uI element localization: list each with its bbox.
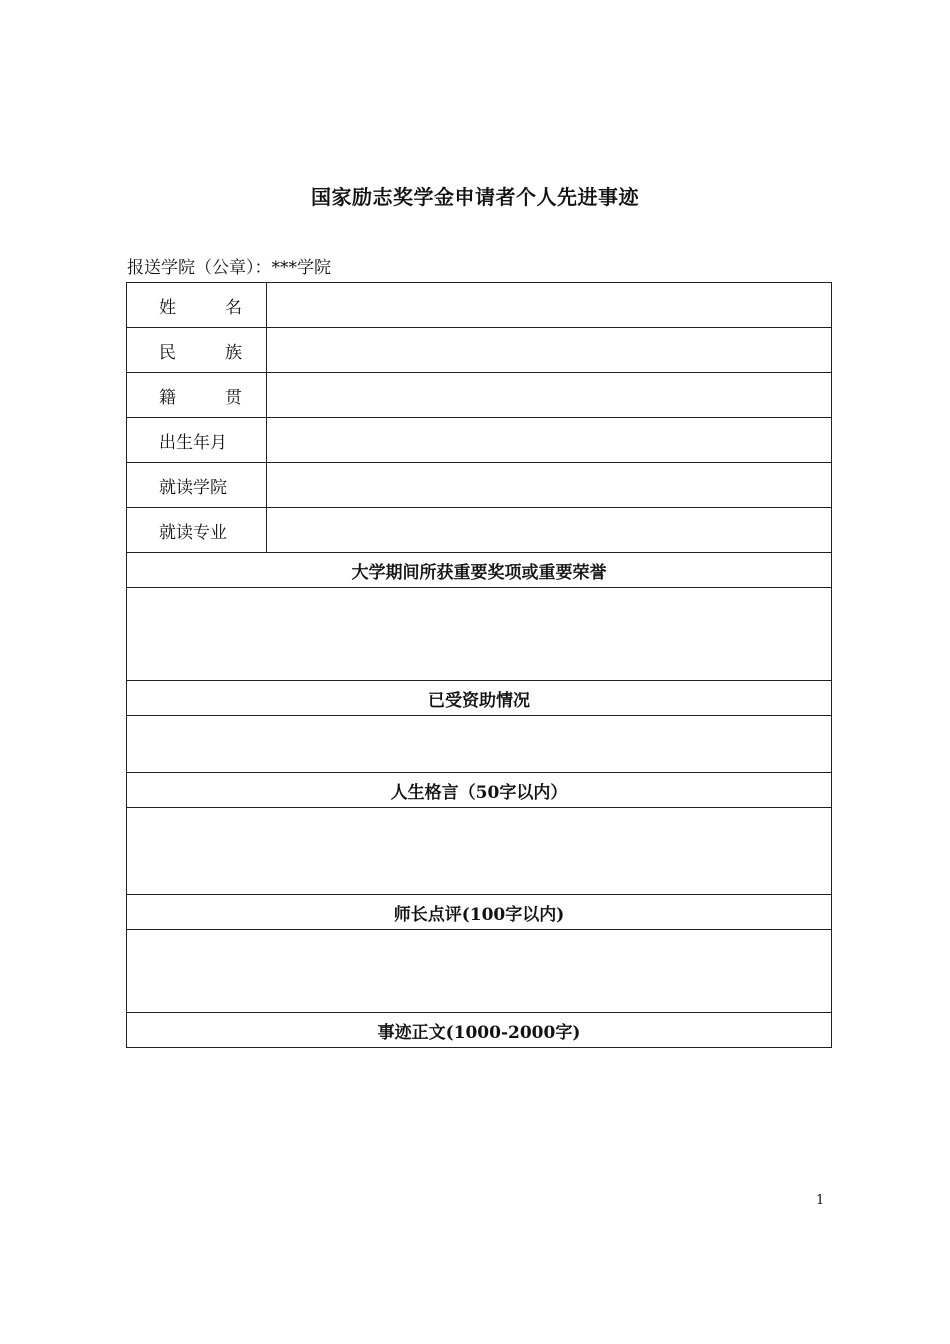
story-section-header: 事迹正文(1000-2000字) bbox=[127, 1013, 832, 1048]
motto-section-header: 人生格言（50字以内） bbox=[127, 773, 832, 808]
table-row-funding-header bbox=[127, 681, 832, 716]
native-place-field[interactable] bbox=[267, 373, 832, 418]
table-row-teacher-header bbox=[127, 895, 832, 930]
page-number: 1 bbox=[816, 1193, 825, 1208]
table-row-birth bbox=[127, 418, 832, 463]
awards-section-header: 大学期间所获重要奖项或重要荣誉 bbox=[127, 553, 832, 588]
native-place-label-char-2: 贯 bbox=[225, 387, 242, 408]
major-label: 就读专业 bbox=[127, 508, 267, 553]
table-row-awards-header bbox=[127, 553, 832, 588]
motto-field[interactable] bbox=[127, 808, 832, 895]
application-form-table bbox=[126, 282, 832, 1048]
table-row-funding-content bbox=[127, 716, 832, 773]
table-row-native-place bbox=[127, 373, 832, 418]
major-field[interactable] bbox=[267, 508, 832, 553]
native-place-label bbox=[127, 373, 267, 418]
submitter-line: 报送学院（公章）：***学院 bbox=[127, 258, 331, 278]
college-field[interactable] bbox=[267, 463, 832, 508]
table-row-ethnicity bbox=[127, 328, 832, 373]
table-row-motto-header bbox=[127, 773, 832, 808]
name-label-char-2: 名 bbox=[225, 297, 242, 318]
teacher-comment-field[interactable] bbox=[127, 930, 832, 1013]
ethnicity-label bbox=[127, 328, 267, 373]
ethnicity-label-char-1: 民 bbox=[159, 342, 176, 363]
table-row-name bbox=[127, 283, 832, 328]
table-row-teacher-content bbox=[127, 930, 832, 1013]
table-row-college bbox=[127, 463, 832, 508]
teacher-comment-section-header: 师长点评(100字以内) bbox=[127, 895, 832, 930]
table-row-major bbox=[127, 508, 832, 553]
funding-field[interactable] bbox=[127, 716, 832, 773]
table-row-motto-content bbox=[127, 808, 832, 895]
name-label-char-1: 姓 bbox=[159, 297, 176, 318]
birth-field[interactable] bbox=[267, 418, 832, 463]
college-label: 就读学院 bbox=[127, 463, 267, 508]
table-row-story-header bbox=[127, 1013, 832, 1048]
document-title: 国家励志奖学金申请者个人先进事迹 bbox=[311, 185, 639, 209]
birth-label: 出生年月 bbox=[127, 418, 267, 463]
funding-section-header: 已受资助情况 bbox=[127, 681, 832, 716]
table-row-awards-content bbox=[127, 588, 832, 681]
name-label bbox=[127, 283, 267, 328]
name-field[interactable] bbox=[267, 283, 832, 328]
native-place-label-char-1: 籍 bbox=[159, 387, 176, 408]
ethnicity-field[interactable] bbox=[267, 328, 832, 373]
ethnicity-label-char-2: 族 bbox=[225, 342, 242, 363]
awards-field[interactable] bbox=[127, 588, 832, 681]
